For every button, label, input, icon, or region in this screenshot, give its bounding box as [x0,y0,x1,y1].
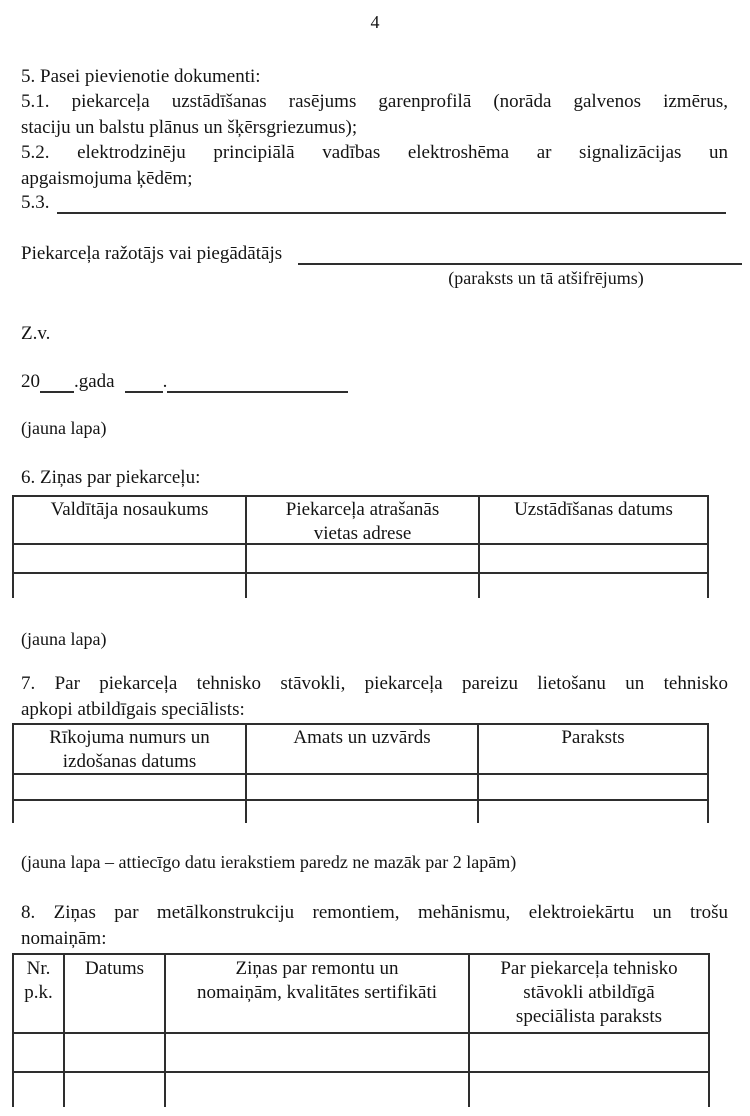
item-5-3-row [21,191,726,214]
signature-caption: (paraksts un tā atšifrējums) [448,268,644,288]
new-page-note-1: (jauna lapa) [21,418,107,438]
column-header-datums: Datums [84,958,145,979]
section-6-heading: 6. Ziņas par piekarceļu: [21,467,201,488]
table-line-horizontal [12,799,709,801]
new-page-note-2: (jauna lapa) [21,629,107,649]
section-8-heading-line-2: nomaiņām: [21,928,107,949]
section-7-heading-line-2: apkopi atbildīgais speciālists: [21,699,245,720]
column-header-amats-un-uzvards: Amats un uzvārds [293,727,431,748]
column-header-valditaja-nosaukums: Valdītāja nosaukums [50,499,209,520]
table-7 [12,723,709,823]
column-header-atrasanas-vietas-adrese: Piekarceļa atrašanās vietas adrese [285,499,440,544]
item-5-2-line-1: 5.2. elektrodzinēju principiālā vadības elektroshēma ar signalizācijas un [21,142,728,163]
new-page-min-pages-note: (jauna lapa – attiecīgo datu ierakstiem paredz ne mazāk par 2 lapām) [21,852,517,872]
month-blank [167,372,348,393]
gada-label: .gada [74,371,115,392]
seal-label: Z.v. [21,323,51,344]
table-line-horizontal [12,495,709,497]
table-line-vertical [708,953,710,1107]
table-line-horizontal [12,723,709,725]
column-header-rikojuma-numurs: Rīkojuma numurs un izdošanas datums [49,727,210,772]
item-5-2-line-2: apgaismojuma ķēdēm; [21,168,193,189]
section-7-heading-line-1: 7. Par piekarceļa tehnisko stāvokli, piekarceļa pareizu lietošanu un tehnisko [21,673,728,694]
column-header-zinas-par-remontu: Ziņas par remontu un nomaiņām, kvalitātes sertifikāti [196,958,438,1003]
date-row [21,370,726,393]
table-line-vertical [707,723,709,823]
table-line-horizontal [12,1071,710,1073]
item-5-1-line-1: 5.1. piekarceļa uzstādīšanas rasējums garenprofilā (norāda galvenos izmērus, [21,91,728,112]
column-header-nr-pk: Nr. p.k. [24,958,53,1003]
section-8-heading-line-1: 8. Ziņas par metālkonstrukciju remontiem, mehānismu, elektroiekārtu un trošu [21,902,728,923]
date-century: 20 [21,371,40,392]
year-blank [40,372,74,393]
section-5-heading: 5. Pasei pievienotie dokumenti: [21,66,261,87]
manufacturer-label: Piekarceļa ražotājs vai piegādātājs [21,243,283,264]
table-line-horizontal [12,1032,710,1034]
blank-line-5-3 [57,193,727,214]
date-dot: . [162,371,168,392]
manufacturer-row [21,242,742,265]
table-line-horizontal [12,572,709,574]
signature-line [298,244,742,265]
item-5-1-line-2: staciju un balstu plānus un šķērsgriezumus); [21,117,358,138]
day-blank [125,372,163,393]
item-5-3-label: 5.3. [21,192,50,213]
table-line-horizontal [12,953,710,955]
column-header-paraksts: Paraksts [561,727,625,748]
column-header-uzstadisanas-datums: Uzstādīšanas datums [514,499,673,520]
table-6 [12,495,709,598]
page-number: 4 [370,12,380,32]
column-header-specialista-paraksts: Par piekarceļa tehnisko stāvokli atbildīgā speciālista paraksts [500,958,678,1027]
table-line-vertical [707,495,709,598]
table-8 [12,953,710,1107]
